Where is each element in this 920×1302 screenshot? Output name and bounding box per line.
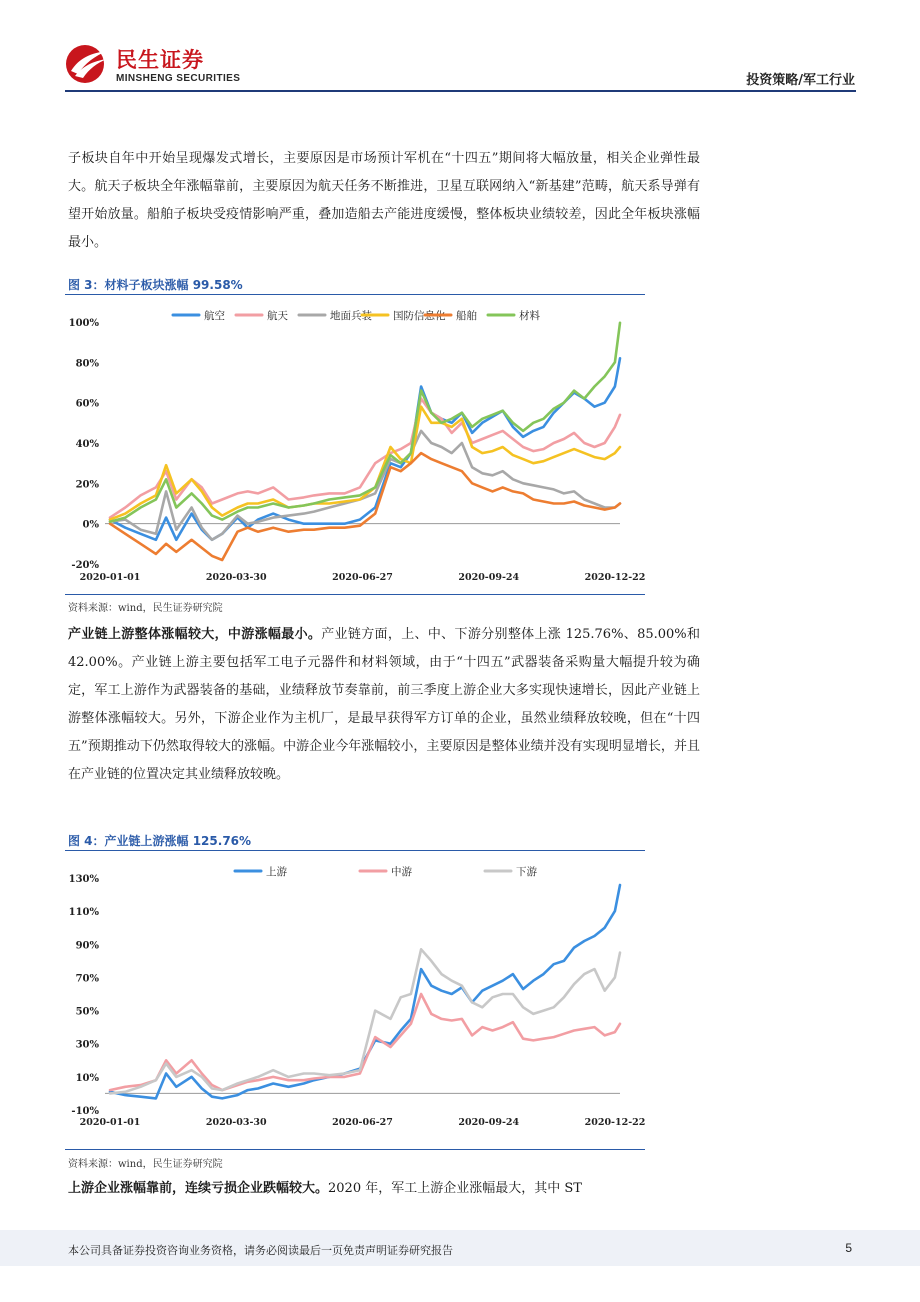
- footer-disclaimer: 本公司具备证券投资咨询业务资格，请务必阅读最后一页免责声明证券研究报告: [68, 1244, 453, 1257]
- page-number: 5: [845, 1241, 852, 1255]
- fig3-xtick-label: 2020-12-22: [584, 572, 645, 583]
- fig4-ytick-label: 130%: [68, 874, 99, 885]
- fig3-legend-label: 地面兵装: [330, 310, 372, 322]
- figure-3-source: 资料来源：wind，民生证券研究院: [68, 603, 223, 614]
- fig3-legend-label: 国防信息化: [393, 310, 446, 322]
- figure-4-source: 资料来源：wind，民生证券研究院: [68, 1159, 223, 1170]
- fig4-xtick-label: 2020-06-27: [332, 1117, 393, 1128]
- figure-4-bottom-rule: [65, 1149, 645, 1150]
- fig4-legend-label: 中游: [391, 866, 412, 878]
- paragraph-3-lead: 上游企业涨幅靠前，连续亏损企业跌幅较大。: [68, 1181, 329, 1196]
- report-type: 投资策略/军工行业: [746, 73, 855, 88]
- fig4-xtick-label: 2020-09-24: [458, 1117, 520, 1128]
- logo-chinese-name: 民生证券: [116, 48, 204, 72]
- fig3-xtick-label: 2020-01-01: [79, 572, 141, 583]
- fig3-ytick-label: 0%: [82, 519, 99, 531]
- fig4-xtick-label: 2020-12-22: [584, 1117, 645, 1128]
- fig4-legend-label: 上游: [266, 866, 287, 878]
- fig3-xtick-label: 2020-03-30: [205, 572, 267, 583]
- fig3-ytick-label: 60%: [75, 398, 99, 410]
- fig4-xtick-label: 2020-01-01: [79, 1117, 141, 1128]
- fig4-series-line-3: [110, 949, 620, 1093]
- fig3-legend-label: 航天: [267, 310, 288, 322]
- fig4-ytick-label: 10%: [75, 1072, 99, 1084]
- fig4-ytick-label: 110%: [68, 907, 99, 919]
- fig3-legend-label: 材料: [519, 310, 540, 322]
- paragraph-3-text: 2020 年，军工上游企业涨幅最大，其中 ST: [328, 1181, 582, 1196]
- figure-3-title: 图 3：材料子板块涨幅 99.58%: [68, 278, 243, 292]
- paragraph-1-text: 子板块自年中开始呈现爆发式增长，主要原因是市场预计军机在“十四五”期间将大幅放量，相关企业弹性最大。航天子板块全年涨幅靠前，主要原因为航天任务不断推进，卫星互联网纳入“新基建”范畴，航天系导弹有望开始放量。船舶子板块受疫情影响严重，叠加造船去产能进度缓慢，整体板块业绩较差，因此全年板块涨幅最小。: [68, 151, 700, 250]
- figure-3-rule: [65, 294, 645, 295]
- fig3-ytick-label: 80%: [75, 358, 99, 370]
- fig4-xtick-label: 2020-03-30: [205, 1117, 267, 1128]
- body-paragraph-3: [68, 1175, 700, 1203]
- fig4-series-line-2: [110, 994, 620, 1090]
- body-paragraph-1: [68, 145, 700, 257]
- figure-3-bottom-rule: [65, 594, 645, 595]
- fig3-series-line-5: [110, 453, 620, 560]
- figure-4-chart: [65, 852, 645, 1144]
- fig3-ytick-label: 40%: [75, 439, 99, 450]
- figure-4-rule: [65, 850, 645, 851]
- fig3-ytick-label: 20%: [75, 479, 99, 491]
- fig3-xtick-label: 2020-06-27: [332, 572, 393, 583]
- logo-english-name: MINSHENG SECURITIES: [116, 73, 241, 84]
- body-paragraph-2: [68, 621, 700, 789]
- fig4-ytick-label: -10%: [71, 1106, 99, 1117]
- fig4-ytick-label: 70%: [75, 973, 99, 985]
- paragraph-2-lead: 产业链上游整体涨幅较大，中游涨幅最小。: [68, 627, 322, 642]
- fig3-legend-label: 航空: [204, 310, 225, 322]
- fig3-ytick-label: -20%: [71, 560, 99, 571]
- figure-4-title: 图 4：产业链上游涨幅 125.76%: [68, 834, 252, 848]
- fig3-series-line-6: [110, 323, 620, 522]
- fig4-ytick-label: 90%: [75, 940, 99, 952]
- fig3-xtick-label: 2020-09-24: [458, 572, 520, 583]
- minsheng-logo-icon: [65, 44, 109, 84]
- header-divider: [65, 90, 856, 92]
- paragraph-2-text: 产业链方面，上、中、下游分别整体上涨 125.76%、85.00%和 42.00%。产业链上游主要包括军工电子元器件和材料领域，由于“十四五”武器装备采购量大幅提升较为确定，军工上游作为武器装备的基础，业绩释放节奏靠前，前三季度上游企业大多实现快速增长，因此产业链上游整体涨幅较大。另外，下游企业作为主机厂，是最早获得军方订单的企业，虽然业绩释放较晚，但在“十四五”预期推动下仍然取得较大的涨幅。中游企业今年涨幅较小，主要原因是整体业绩并没有实现明显增长，并且在产业链的位置决定其业绩释放较晚。: [68, 627, 700, 782]
- fig3-ytick-label: 100%: [68, 318, 99, 329]
- fig4-ytick-label: 50%: [75, 1006, 99, 1018]
- fig3-legend-label: 船舶: [456, 310, 477, 322]
- figure-3-chart: [65, 296, 645, 592]
- page-header: [0, 0, 920, 100]
- fig4-ytick-label: 30%: [75, 1039, 99, 1051]
- fig4-legend-label: 下游: [516, 866, 537, 878]
